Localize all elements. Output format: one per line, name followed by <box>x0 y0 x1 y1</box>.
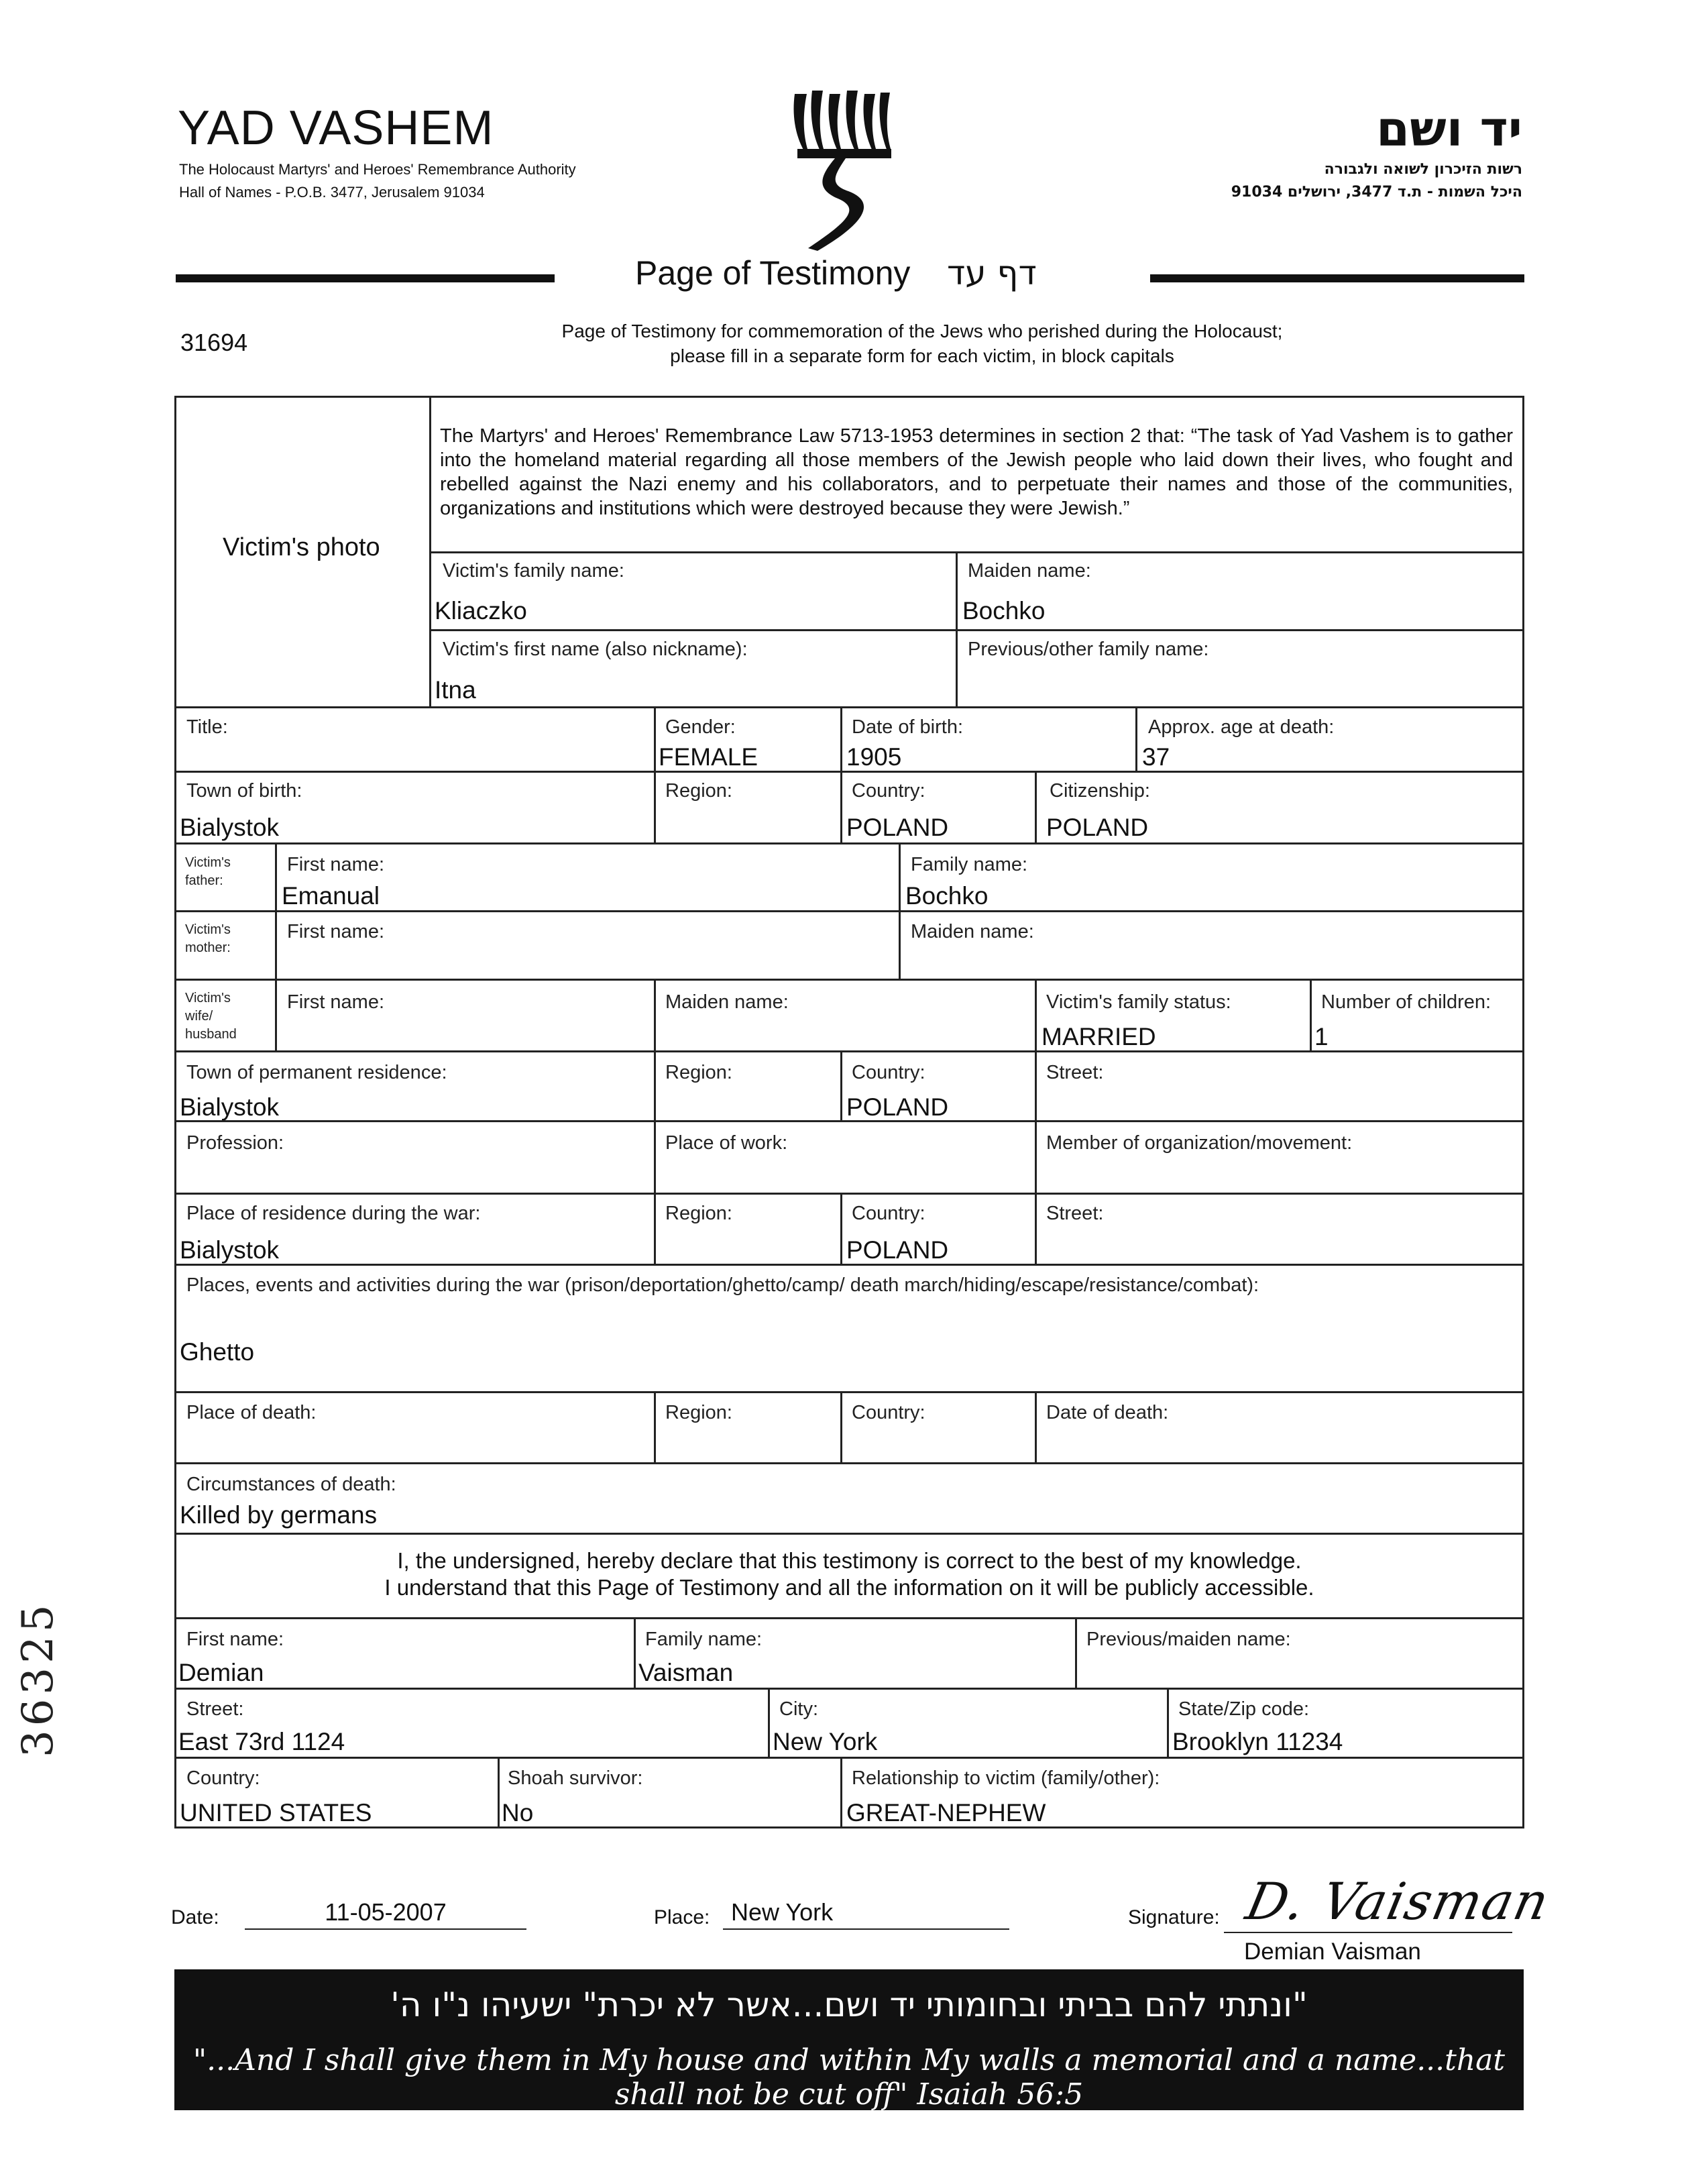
org-subtitle: The Holocaust Martyrs' and Heroes' Remembrance Authority <box>179 161 576 178</box>
submitter-family-name[interactable]: Vaisman <box>638 1659 734 1686</box>
residence-country-label: Country: <box>852 1062 925 1083</box>
form-number: 31694 <box>180 329 248 356</box>
date-value[interactable]: 11-05-2007 <box>325 1898 447 1926</box>
victim-photo-label: Victim's photo <box>223 533 380 561</box>
submitter-first-name[interactable]: Demian <box>178 1659 264 1686</box>
date-underline <box>245 1928 526 1930</box>
maiden-name-label: Maiden name: <box>968 560 1091 582</box>
relationship[interactable]: GREAT-NEPHEW <box>846 1799 1046 1826</box>
submitter-state-label: State/Zip code: <box>1178 1698 1310 1720</box>
father-family-name[interactable]: Bochko <box>905 882 989 910</box>
hebrew-org-name: יד ושם <box>1375 101 1522 157</box>
victim-first-name-label: Victim's first name (also nickname): <box>443 639 748 660</box>
profession-label: Profession: <box>186 1132 284 1154</box>
number-of-children[interactable]: 1 <box>1314 1023 1329 1050</box>
town-of-birth[interactable]: Bialystok <box>180 814 280 841</box>
submitter-first-name-label: First name: <box>186 1629 284 1650</box>
submitter-city[interactable]: New York <box>773 1728 878 1755</box>
family-status[interactable]: MARRIED <box>1041 1023 1156 1050</box>
form-title: Page of Testimony <box>635 254 911 292</box>
war-residence[interactable]: Bialystok <box>180 1236 280 1264</box>
submitter-city-label: City: <box>779 1698 818 1720</box>
birth-region-label: Region: <box>665 780 732 802</box>
family-status-label: Victim's family status: <box>1046 991 1231 1013</box>
submitter-country[interactable]: UNITED STATES <box>180 1799 372 1826</box>
gender-value[interactable]: FEMALE <box>659 743 758 771</box>
form-title-hebrew: דף עד <box>947 254 1037 292</box>
hebrew-org-address: היכל השמות - ת.ד 3477, ירושלים 91034 <box>1231 184 1522 201</box>
father-first-name[interactable]: Emanual <box>282 882 380 910</box>
shoah-survivor-label: Shoah survivor: <box>508 1767 643 1789</box>
birth-country-label: Country: <box>852 780 925 802</box>
signature-label: Signature: <box>1128 1906 1220 1928</box>
org-name: YAD VASHEM <box>178 101 494 155</box>
submitter-street[interactable]: East 73rd 1124 <box>178 1728 345 1755</box>
place-underline <box>723 1928 1009 1930</box>
signature-underline <box>1224 1932 1512 1933</box>
submitter-street-label: Street: <box>186 1698 244 1720</box>
submitter-family-name-label: Family name: <box>645 1629 763 1650</box>
date-of-birth[interactable]: 1905 <box>846 743 902 771</box>
death-region-label: Region: <box>665 1402 732 1423</box>
town-of-birth-label: Town of birth: <box>186 780 302 802</box>
citizenship-label: Citizenship: <box>1050 780 1150 802</box>
age-at-death-label: Approx. age at death: <box>1148 716 1335 738</box>
war-country[interactable]: POLAND <box>846 1236 949 1264</box>
place-of-work-label: Place of work: <box>665 1132 788 1154</box>
margin-note: 36325 <box>13 1600 63 1757</box>
signature: D. Vaisman <box>1241 1871 1555 1931</box>
yad-vashem-logo <box>788 87 895 255</box>
wartime-events-label: Places, events and activities during the war (prison/deportation/ghetto/camp/ death march/hiding/escape/resistance/combat): <box>186 1274 1259 1296</box>
maiden-name[interactable]: Bochko <box>962 597 1046 624</box>
previous-family-name-label: Previous/other family name: <box>968 639 1209 660</box>
permanent-residence-label: Town of permanent residence: <box>186 1062 447 1083</box>
spouse-side-label: Victim's wife/ husband <box>185 991 237 1042</box>
war-country-label: Country: <box>852 1203 925 1224</box>
age-at-death[interactable]: 37 <box>1142 743 1170 771</box>
date-label: Date: <box>171 1906 219 1928</box>
permanent-residence[interactable]: Bialystok <box>180 1093 280 1121</box>
wartime-events[interactable]: Ghetto <box>180 1338 255 1366</box>
quote-hebrew: "ונתתי להם בביתי ובחומותי יד ושם...אשר לא יכרת" ישעיהו נ"ו ה' <box>390 1985 1308 2024</box>
mother-maiden-name-label: Maiden name: <box>911 921 1034 942</box>
circumstances-of-death[interactable]: Killed by germans <box>180 1501 378 1529</box>
birth-country[interactable]: POLAND <box>846 814 949 841</box>
victim-family-name[interactable]: Kliaczko <box>435 597 527 624</box>
remembrance-law-text: The Martyrs' and Heroes' Remembrance Law 5713-1953 determines in section 2 that: “The task of Yad Vashem is to gather into the homeland material regarding all those members of the Jewish people who laid down their lives, who fought and rebelled against the Nazi enemy and his collaborators, and to perpetuate their names and those of the communities, organizations and institutions which were destroyed because they were Jewish.” <box>440 425 1513 519</box>
declaration-line-1: I, the undersigned, hereby declare that this testimony is correct to the best of my knowledge. <box>397 1548 1302 1573</box>
signature-name: Demian Vaisman <box>1244 1939 1421 1965</box>
war-region-label: Region: <box>665 1203 732 1224</box>
residence-street-label: Street: <box>1046 1062 1104 1083</box>
residence-country[interactable]: POLAND <box>846 1093 949 1121</box>
membership-label: Member of organization/movement: <box>1046 1132 1353 1154</box>
place-of-death-label: Place of death: <box>186 1402 317 1423</box>
header-rule-left <box>176 274 555 282</box>
place-label: Place: <box>654 1906 710 1928</box>
quote-banner <box>174 1969 1524 2110</box>
place-value[interactable]: New York <box>731 1898 834 1926</box>
shoah-survivor[interactable]: No <box>502 1799 534 1826</box>
submitter-country-label: Country: <box>186 1767 260 1789</box>
declaration-line-2: I understand that this Page of Testimony and all the information on it will be publicly accessible. <box>384 1575 1314 1600</box>
father-side-label: Victim's father: <box>185 855 231 888</box>
father-first-name-label: First name: <box>287 854 385 875</box>
instructions-line-2: please fill in a separate form for each victim, in block capitals <box>670 345 1174 366</box>
death-country-label: Country: <box>852 1402 925 1423</box>
relationship-label: Relationship to victim (family/other): <box>852 1767 1160 1789</box>
org-address: Hall of Names - P.O.B. 3477, Jerusalem 91034 <box>179 184 485 201</box>
war-residence-label: Place of residence during the war: <box>186 1203 481 1224</box>
residence-region-label: Region: <box>665 1062 732 1083</box>
gender-label: Gender: <box>665 716 736 738</box>
date-of-death-label: Date of death: <box>1046 1402 1169 1423</box>
victim-first-name[interactable]: Itna <box>435 676 476 704</box>
submitter-previous-name-label: Previous/maiden name: <box>1086 1629 1291 1650</box>
submitter-state[interactable]: Brooklyn 11234 <box>1172 1728 1343 1755</box>
quote-english: "...And I shall give them in My house and within My walls a memorial and a name...that shall not be cut off" Isaiah 56:5 <box>192 2043 1506 2112</box>
title-label: Title: <box>186 716 228 738</box>
citizenship[interactable]: POLAND <box>1046 814 1149 841</box>
spouse-maiden-name-label: Maiden name: <box>665 991 789 1013</box>
date-of-birth-label: Date of birth: <box>852 716 964 738</box>
victim-family-name-label: Victim's family name: <box>443 560 624 582</box>
instructions-line-1: Page of Testimony for commemoration of the Jews who perished during the Holocaust; <box>561 321 1283 341</box>
mother-side-label: Victim's mother: <box>185 922 231 955</box>
war-street-label: Street: <box>1046 1203 1104 1224</box>
hebrew-org-subtitle: רשות הזיכרון לשואה ולגבורה <box>1324 161 1522 178</box>
spouse-first-name-label: First name: <box>287 991 385 1013</box>
circumstances-label: Circumstances of death: <box>186 1474 396 1495</box>
number-of-children-label: Number of children: <box>1321 991 1491 1013</box>
mother-first-name-label: First name: <box>287 921 385 942</box>
header-rule-right <box>1150 274 1524 282</box>
father-family-name-label: Family name: <box>911 854 1028 875</box>
